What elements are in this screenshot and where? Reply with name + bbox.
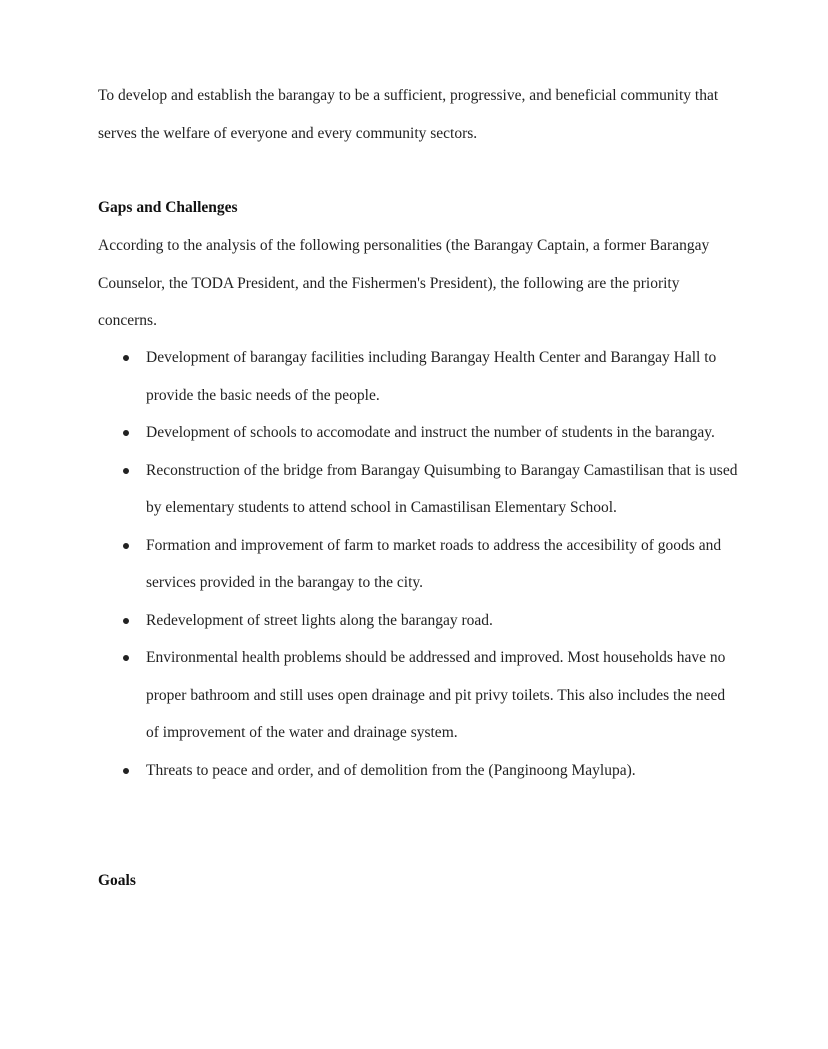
gaps-intro-paragraph: According to the analysis of the following personalities (the Barangay Captain, a former Barangay Counselor, the TODA President, and the Fishermen's President), the following are the priority concerns. [98, 237, 710, 329]
list-item [98, 752, 738, 790]
list-item-text: Development of barangay facilities including Barangay Health Center and Barangay Hall to provide the basic needs of the people. [146, 349, 717, 404]
list-item [98, 452, 738, 527]
list-item-text: Reconstruction of the bridge from Barangay Quisumbing to Barangay Camastilisan that is used by elementary students to attend school in Camastilisan Elementary School. [146, 461, 738, 516]
list-item [98, 527, 738, 602]
bullet-icon [123, 618, 129, 624]
list-item [98, 602, 738, 640]
list-item [98, 414, 738, 452]
goals-heading: Goals [98, 872, 136, 889]
concerns-list [98, 339, 738, 789]
bullet-icon [123, 355, 129, 361]
gaps-heading: Gaps and Challenges [98, 199, 238, 216]
list-item-text: Development of schools to accomodate and instruct the number of students in the barangay. [146, 424, 715, 441]
bullet-icon [123, 468, 129, 474]
list-item-text: Redevelopment of street lights along the barangay road. [146, 611, 493, 629]
list-item [98, 339, 738, 414]
bullet-icon [123, 543, 129, 549]
bullet-icon [123, 768, 129, 774]
list-item-text: Threats to peace and order, and of demolition from the (Panginoong Maylupa). [146, 761, 636, 779]
list-item [98, 639, 738, 752]
intro-paragraph: To develop and establish the barangay to be a sufficient, progressive, and beneficial community that serves the welfare of everyone and every community sectors. [98, 87, 719, 142]
list-item-text: Formation and improvement of farm to market roads to address the accesibility of goods and services provided in the barangay to the city. [146, 536, 722, 591]
list-item-text: Environmental health problems should be addressed and improved. Most households have no proper bathroom and still uses open drainage and pit privy toilets. This also includes the need of improvement of the water and drainage system. [146, 649, 726, 741]
bullet-icon [123, 430, 129, 436]
bullet-icon [123, 655, 129, 661]
